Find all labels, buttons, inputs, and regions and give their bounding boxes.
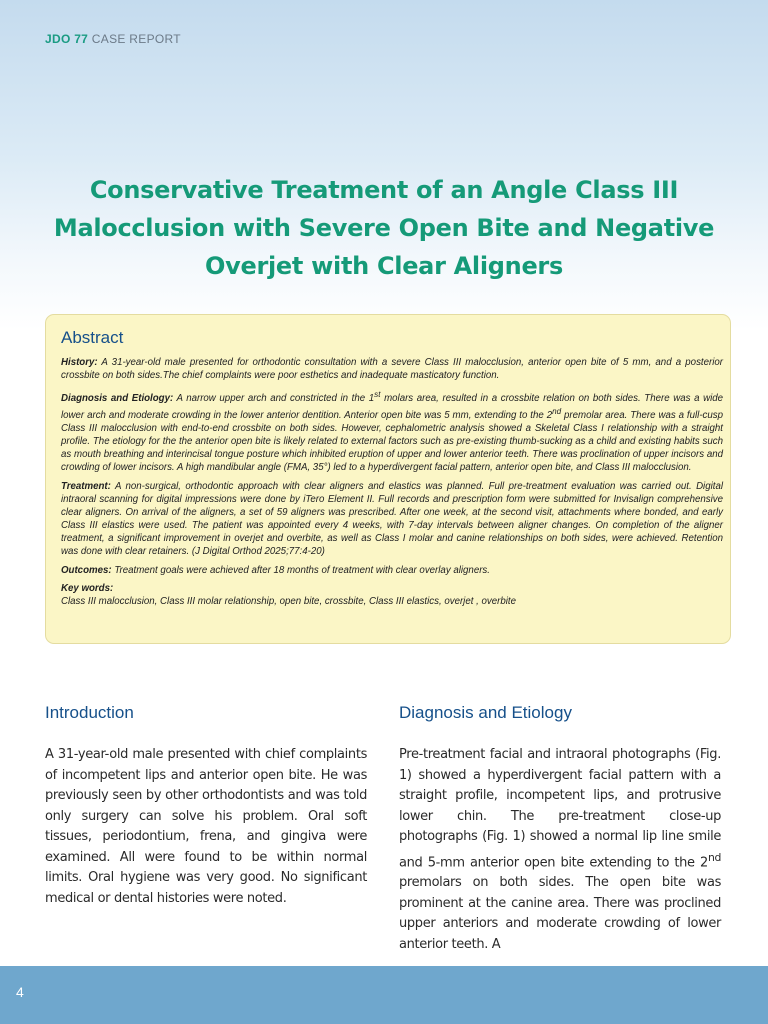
introduction-section <box>45 703 367 909</box>
article-title: Conservative Treatment of an Angle Class III Malocclusion with Severe Open Bite and Negative Overjet with Clear Aligners <box>53 176 715 280</box>
body-text: premolars on both sides. The open bite was prominent at the canine area. There was proclined upper anteriors and moderate crowding of lower anterior teeth. A <box>399 875 721 952</box>
introduction-text: A 31-year-old male presented with chief complaints of incompetent lips and anterior open bite. He was previously seen by other orthodontists and was told only surgery can solve his problem. Oral soft tissues, periodontium, frena, and gingiva were examined. All were found to be within normal limits. Oral hygiene was very good. No significant medical or dental histories were noted. <box>45 747 367 906</box>
diagnosis-label: Diagnosis and Etiology: <box>61 393 174 405</box>
page-number: 4 <box>16 984 24 1000</box>
diagnosis-etiology-heading: Diagnosis and Etiology <box>399 703 572 722</box>
abstract-diagnosis <box>61 388 723 474</box>
treatment-text: A non-surgical, orthodontic approach with clear aligners and elastics was planned. Full pre-treatment evaluation was carried out. Digital intraoral scanning for digital impressions were done by iTero Element II. Full records and prescription form were submitted for Invisalign comprehensive clear aligners. On arrival of the aligners, a set of 59 aligners was prescribed. After one week, at the second visit, attachments where bonded, and early Class III elastics were used. The patient was appointed every 4 weeks, with 7-day intervals between aligner changes. On completion of the aligner treatment, a significant improvement in overjet and overbite, as well as Class I molar and canine relationships on both sides, were achieved. Retention was done with clear retainers. (J Digital Orthod 2025;77:4-20) <box>61 481 723 558</box>
keywords-text: Class III malocclusion, Class III molar relationship, open bite, crossbite, Class III elastics, overjet , overbite <box>61 596 516 608</box>
superscript: st <box>374 390 381 399</box>
running-header <box>45 32 181 46</box>
introduction-heading: Introduction <box>45 703 134 722</box>
diagnosis-text: A narrow upper arch and constricted in the 1 <box>176 393 375 405</box>
body-text: Pre-treatment facial and intraoral photographs (Fig. 1) showed a hyperdivergent facial pattern with a straight profile, incompetent lips, and protrusive lower chin. The pre-treatment close-up photographs (Fig. 1) showed a normal lip line smile and 5-mm anterior open bite extending to the 2 <box>399 747 721 870</box>
abstract-box <box>45 314 731 644</box>
superscript: nd <box>707 850 721 864</box>
diagnosis-text: molars area, resulted in a crossbite relation on both sides. There was a wide lower arch and moderate crowding in the lower anterior dentition. Anterior open bite was 5 mm, extending to the 2 <box>61 393 723 422</box>
page-footer <box>0 966 768 1024</box>
superscript: nd <box>552 407 562 417</box>
journal-name: JDO 77 <box>45 32 89 46</box>
abstract-treatment <box>61 480 723 558</box>
diagnosis-text: premolar area. There was a full-cusp Class III malocclusion with end-to-end crossbite on both sides. However, cephalometric analysis showed a Skeletal Class I relationship with a straight profile. The etiology for the the anterior open bite is likely related to external factors such as pre-existing thumb-sucking as a child and existing habits such as mouth breathing and interincisal tongue posture which inhibited eruption of upper and lower anterior teeth. There was proclination of upper incisors and crowding of lower incisors. A high mandibular angle (FMA, 35°) led to a hyperdivergent facial pattern, anterior open bite, and Class III malocclusion. <box>61 410 724 474</box>
history-text: A 31-year-old male presented for orthodontic consultation with a severe Class III malocclusion, anterior open bite of 5 mm, and a posterior crossbite on both sides.The chief complaints were poor esthetics and inadequate masticatory function. <box>61 357 723 381</box>
outcomes-text: Treatment goals were achieved after 18 months of treatment with clear overlay aligners. <box>114 565 490 577</box>
outcomes-label: Outcomes: <box>61 565 112 577</box>
section-label: CASE REPORT <box>91 32 181 46</box>
history-label: History: <box>61 357 98 368</box>
keywords-label: Key words: <box>61 583 114 595</box>
abstract-history <box>61 356 723 382</box>
abstract-outcomes <box>61 564 723 577</box>
diagnosis-etiology-text <box>399 745 721 955</box>
abstract-heading: Abstract <box>61 328 124 347</box>
diagnosis-etiology-section <box>399 703 721 955</box>
treatment-label: Treatment: <box>61 481 111 493</box>
